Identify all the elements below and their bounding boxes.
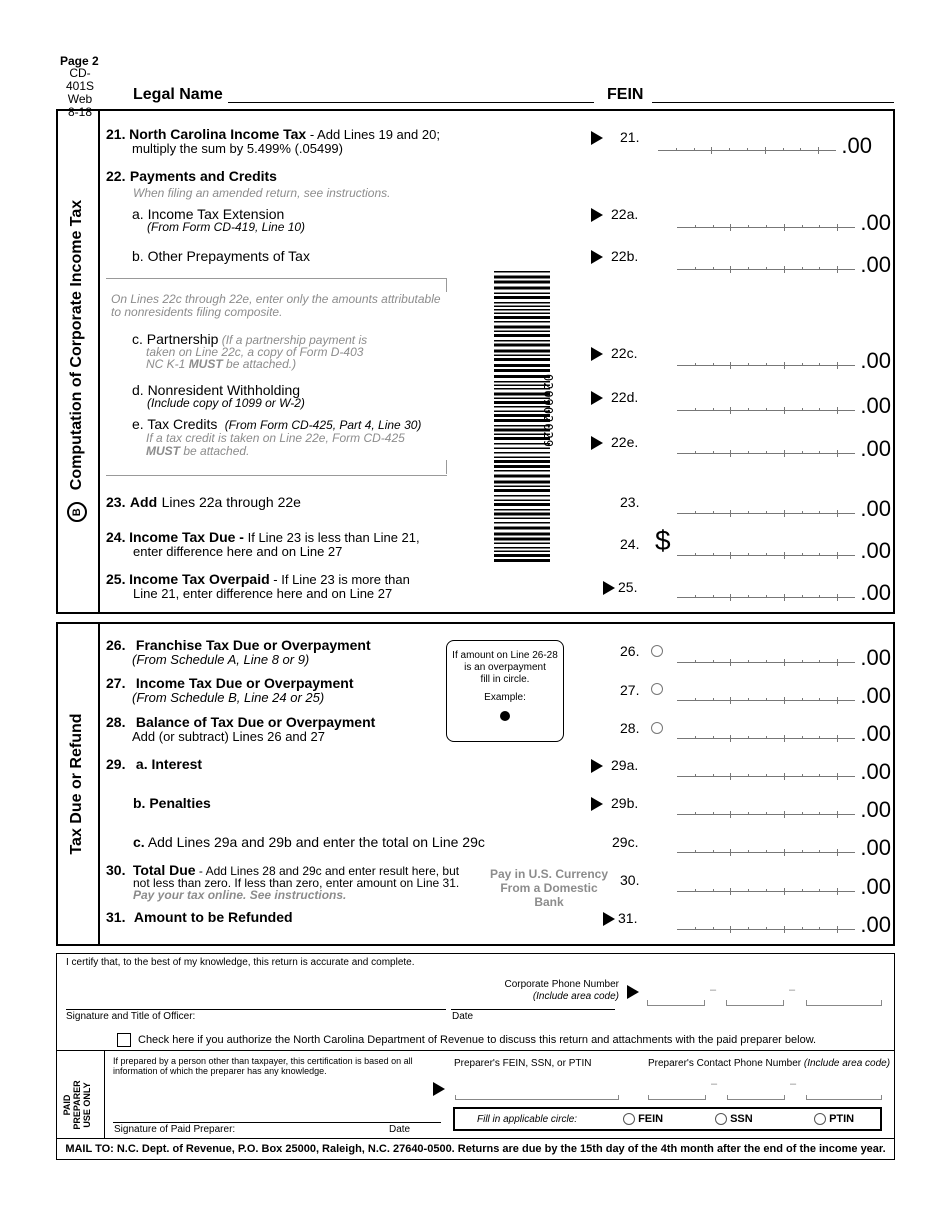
line-29c-ref: 29c. xyxy=(612,834,639,850)
phone-dash-2: – xyxy=(789,984,796,996)
barcode-bar xyxy=(494,527,550,530)
officer-date-input[interactable] xyxy=(451,1009,615,1010)
barcode-bar xyxy=(494,500,550,502)
preparer-date-label: Date xyxy=(389,1124,411,1135)
barcode-bar xyxy=(494,302,550,304)
line-30-amount[interactable] xyxy=(677,872,891,898)
arrow-icon xyxy=(603,912,615,926)
phone-label: Corporate Phone Number (Include area code) xyxy=(504,979,619,1002)
line-25-text: 25. Income Tax Overpaid - If Line 23 is more than Line 21, enter difference here and on Line 27 xyxy=(106,571,410,601)
section-c-divider xyxy=(98,622,100,946)
prep-phone-dash-2: – xyxy=(790,1078,797,1090)
line-27-amount[interactable] xyxy=(677,681,891,707)
cents-label: .00 xyxy=(860,759,891,784)
arrow-icon xyxy=(433,1082,445,1096)
line-25-ref: 25. xyxy=(603,579,637,595)
barcode-bar xyxy=(494,481,550,484)
line-22c-note1: (If a partnership payment is xyxy=(221,333,368,347)
preparer-arrow xyxy=(433,1080,445,1098)
barcode-bar xyxy=(494,518,550,520)
cents-label: .00 xyxy=(860,393,891,418)
line-24-text: 24. Income Tax Due - If Line 23 is less than Line 21, enter difference here and on Line 27 xyxy=(106,529,420,559)
line-26-overpay-circle[interactable] xyxy=(651,645,663,657)
line-22c-note3a: NC K-1 xyxy=(146,357,186,371)
line-21-title: North Carolina Income Tax xyxy=(129,126,307,142)
fill-label: Fill in applicable circle: xyxy=(477,1114,578,1125)
line-22c-block xyxy=(132,333,367,370)
barcode-bar xyxy=(494,559,550,562)
line-29c-amount[interactable] xyxy=(677,833,891,859)
line-22c-note3b: MUST xyxy=(188,357,223,371)
line-22b-ref: 22b. xyxy=(591,248,638,264)
phone-area-input[interactable] xyxy=(647,1000,705,1006)
line-22-header xyxy=(106,168,390,200)
line-22e-note2b: be attached. xyxy=(183,444,250,458)
bracket-tick-bottom xyxy=(446,460,447,474)
fein-label: FEIN xyxy=(607,86,644,103)
line-22-note: When filing an amended return, see instructions. xyxy=(133,186,391,200)
line-22c-label: c. Partnership xyxy=(132,331,219,347)
line-22a-note: (From Form CD-419, Line 10) xyxy=(147,220,306,234)
arrow-icon xyxy=(591,391,603,405)
cents-label: .00 xyxy=(860,645,891,670)
line-22c-note3c: be attached.) xyxy=(226,357,297,371)
preparer-phone-line-input[interactable] xyxy=(806,1095,882,1100)
barcode-bar xyxy=(494,486,550,488)
preparer-phone-area-input[interactable] xyxy=(648,1095,706,1100)
option-ssn[interactable]: SSN xyxy=(715,1113,753,1125)
line-31-amount[interactable] xyxy=(677,910,891,936)
line-27-ref: 27. xyxy=(620,682,640,698)
line-22-num: 22. xyxy=(106,168,126,184)
line-31-ref: 31. xyxy=(603,910,637,926)
line-22e-note1: If a tax credit is taken on Line 22e, Form CD-425 xyxy=(146,431,405,445)
line-23-amount[interactable] xyxy=(677,494,891,520)
line-26-amount[interactable] xyxy=(677,643,891,669)
arrow-icon xyxy=(591,347,603,361)
line-22a-label: a. Income Tax Extension xyxy=(132,206,285,222)
line-21-desc2: multiply the sum by 5.499% (.05499) xyxy=(132,141,343,156)
line-29b-amount[interactable] xyxy=(677,795,891,821)
form-web: Web xyxy=(67,92,93,106)
barcode-bar xyxy=(494,340,550,342)
section-b-divider xyxy=(98,109,100,614)
authorize-text: Check here if you authorize the North Carolina Department of Revenue to discuss this return and attachments with the paid preparer below. xyxy=(138,1034,817,1046)
line-22a-ref: 22a. xyxy=(591,206,638,222)
barcode-bar xyxy=(494,271,550,273)
line-23-text: 23. Add Lines 22a through 22e xyxy=(106,494,301,510)
line-22d-amount[interactable] xyxy=(677,391,891,417)
mail-divider xyxy=(56,1138,895,1139)
line-29b-label: b. Penalties xyxy=(133,795,211,811)
cents-label: .00 xyxy=(860,835,891,860)
line-21-text xyxy=(106,127,440,156)
mail-to: MAIL TO: N.C. Dept. of Revenue, P.O. Box 25000, Raleigh, N.C. 27640-0500. Returns are due by the 15th day of the 4th month after the end of the income year. xyxy=(65,1143,886,1155)
section-b-title-text: Computation of Corporate Income Tax xyxy=(68,199,85,491)
phone-arrow xyxy=(627,983,639,1001)
arrow-icon xyxy=(591,759,603,773)
phone-line-input[interactable] xyxy=(806,1000,882,1006)
composite-note: On Lines 22c through 22e, enter only the amounts attributable to nonresidents filing composite. xyxy=(111,292,441,319)
line-22d-note: (Include copy of 1099 or W-2) xyxy=(147,396,305,410)
line-27-text: 27. Income Tax Due or Overpayment (From Schedule B, Line 24 or 25) xyxy=(106,675,354,705)
dollar-sign: $ xyxy=(655,525,671,556)
cents-label: .00 xyxy=(860,797,891,822)
cents-label: .00 xyxy=(860,874,891,899)
officer-date-label: Date xyxy=(452,1011,474,1022)
barcode-number: 020902029 xyxy=(541,373,555,449)
line-22b-amount[interactable] xyxy=(677,250,891,276)
line-22c-note2: taken on Line 22c, a copy of Form D-403 xyxy=(146,345,364,359)
barcode-bar xyxy=(494,489,550,492)
preparer-side-label: PAID PREPARER USE ONLY xyxy=(62,1080,92,1130)
line-28-overpay-circle[interactable] xyxy=(651,722,663,734)
page-number: Page 2 xyxy=(60,54,99,68)
id-type-box xyxy=(453,1107,882,1131)
barcode-bar xyxy=(494,287,550,290)
barcode-bar xyxy=(494,326,550,329)
line-22e-label: e. Tax Credits xyxy=(132,416,218,432)
line-28-amount[interactable] xyxy=(677,719,891,745)
officer-signature-label: Signature and Title of Officer: xyxy=(66,1011,196,1022)
certify-text: I certify that, to the best of my knowledge, this return is accurate and complete. xyxy=(66,957,415,968)
fein-input[interactable] xyxy=(652,102,894,103)
arrow-icon xyxy=(591,250,603,264)
line-22e-ref: 22e. xyxy=(591,434,638,450)
line-27-overpay-circle[interactable] xyxy=(651,683,663,695)
preparer-signature-label: Signature of Paid Preparer: xyxy=(114,1124,236,1135)
barcode-bar xyxy=(494,309,550,311)
barcode-bar xyxy=(494,344,550,347)
line-24-amount[interactable] xyxy=(677,536,891,562)
line-22c-ref: 22c. xyxy=(591,345,637,361)
prep-phone-dash-1: – xyxy=(711,1078,718,1090)
barcode-bar xyxy=(494,522,550,524)
ssn-radio[interactable] xyxy=(715,1113,727,1125)
preparer-divider xyxy=(56,1050,895,1051)
preparer-contact-label: Preparer's Contact Phone Number (Include area code) xyxy=(648,1058,891,1069)
barcode-bar xyxy=(494,475,550,478)
line-21-num: 21. xyxy=(106,126,126,142)
line-21-amount[interactable] xyxy=(658,131,872,157)
barcode-bar xyxy=(494,533,550,536)
bracket-tick-top xyxy=(446,278,447,292)
cents-label: .00 xyxy=(860,348,891,373)
line-28-ref: 28. xyxy=(620,720,640,736)
preparer-side-divider xyxy=(104,1050,105,1138)
officer-signature-input[interactable] xyxy=(66,1009,446,1010)
cents-label: .00 xyxy=(860,683,891,708)
option-fein[interactable]: FEIN xyxy=(623,1113,663,1125)
line-23-ref: 23. xyxy=(620,494,640,510)
line-22e-block xyxy=(132,418,421,458)
line-30-ref: 30. xyxy=(620,872,640,888)
barcode-bar xyxy=(494,543,550,545)
barcode-bar xyxy=(494,503,550,506)
line-21-desc1: - Add Lines 19 and 20; xyxy=(309,127,440,142)
line-22d-label: d. Nonresident Withholding xyxy=(132,382,301,398)
ptin-radio[interactable] xyxy=(814,1113,826,1125)
barcode-bar xyxy=(494,316,550,319)
barcode-bar xyxy=(494,276,550,279)
line-21-ref: 21. xyxy=(591,129,639,145)
line-22e-note0: (From Form CD-425, Part 4, Line 30) xyxy=(224,418,422,432)
line-29a-ref: 29a. xyxy=(591,757,638,773)
line-22c-amount[interactable] xyxy=(677,346,891,372)
cents-label: .00 xyxy=(860,436,891,461)
arrow-icon xyxy=(591,436,603,450)
barcode-bar xyxy=(494,554,550,557)
line-22d-ref: 22d. xyxy=(591,389,638,405)
arrow-icon xyxy=(591,131,603,145)
barcode-bar xyxy=(494,331,550,333)
overpayment-info-box: If amount on Line 26-28 is an overpayment fill in circle. Example: xyxy=(446,640,564,742)
form-rev: 8-18 xyxy=(67,105,93,119)
line-22a-amount[interactable] xyxy=(677,208,891,234)
cents-label: .00 xyxy=(860,538,891,563)
line-29c-text: c. Add Lines 29a and 29b and enter the total on Line 29c xyxy=(133,834,485,850)
barcode-bar xyxy=(494,293,550,295)
line-31-text: 31. Amount to be Refunded xyxy=(106,909,293,925)
section-b-badge: B xyxy=(67,502,87,522)
line-22e-note2a: MUST xyxy=(146,444,180,458)
barcode-bar xyxy=(494,495,550,497)
barcode-bar xyxy=(494,334,550,337)
option-ptin[interactable]: PTIN xyxy=(814,1113,854,1125)
preparer-signature-input[interactable] xyxy=(113,1122,441,1123)
currency-note: Pay in U.S. Currency From a Domestic Bank xyxy=(489,867,609,909)
line-29a-text: 29. a. Interest xyxy=(106,756,203,772)
form-id: CD-401S xyxy=(65,66,95,93)
line-30-text: 30. Total Due - Add Lines 28 and 29c and enter result here, but not less than zero. If less than zero, enter amount on Line 31. Pay your tax online. See instructions. xyxy=(106,862,460,902)
line-22b-label: b. Other Prepayments of Tax xyxy=(132,248,310,264)
arrow-icon xyxy=(603,581,615,595)
cents-label: .00 xyxy=(860,580,891,605)
barcode-bar xyxy=(494,296,550,299)
preparer-id-input[interactable] xyxy=(455,1095,619,1100)
barcode-bar xyxy=(494,313,550,315)
section-b-title xyxy=(65,191,89,531)
legal-name-input[interactable] xyxy=(228,102,594,103)
barcode-bar xyxy=(494,321,550,323)
cents-label: .00 xyxy=(860,912,891,937)
section-c-title: Tax Due or Refund xyxy=(68,713,85,855)
authorize-checkbox[interactable] xyxy=(117,1033,131,1047)
phone-dash-1: – xyxy=(710,984,717,996)
cents-label: .00 xyxy=(841,133,872,158)
cents-label: .00 xyxy=(860,496,891,521)
cents-label: .00 xyxy=(860,210,891,235)
fein-radio[interactable] xyxy=(623,1113,635,1125)
arrow-icon xyxy=(591,797,603,811)
line-29b-ref: 29b. xyxy=(591,795,638,811)
barcode-bar xyxy=(494,547,550,549)
line-26-text: 26. Franchise Tax Due or Overpayment (From Schedule A, Line 8 or 9) xyxy=(106,637,371,667)
line-22e-amount[interactable] xyxy=(677,434,891,460)
line-25-amount[interactable] xyxy=(677,578,891,604)
barcode-bar xyxy=(494,538,550,541)
preparer-cert: If prepared by a person other than taxpayer, this certification is based on all information of which the preparer has any knowledge. xyxy=(113,1056,413,1076)
filled-circle-example-icon xyxy=(500,711,510,721)
phone-prefix-input[interactable] xyxy=(726,1000,784,1006)
barcode-bar xyxy=(494,509,550,511)
preparer-id-label: Preparer's FEIN, SSN, or PTIN xyxy=(454,1058,592,1069)
line-29a-amount[interactable] xyxy=(677,757,891,783)
line-28-text: 28. Balance of Tax Due or Overpayment Add (or subtract) Lines 26 and 27 xyxy=(106,714,376,744)
barcode-bar xyxy=(494,281,550,284)
barcode-bar xyxy=(494,551,550,553)
arrow-icon xyxy=(591,208,603,222)
cents-label: .00 xyxy=(860,252,891,277)
barcode-bar xyxy=(494,306,550,308)
arrow-icon xyxy=(627,985,639,999)
cents-label: .00 xyxy=(860,721,891,746)
line-26-ref: 26. xyxy=(620,643,640,659)
legal-name-label: Legal Name xyxy=(133,86,223,103)
barcode-bar xyxy=(494,513,550,516)
line-22-title: Payments and Credits xyxy=(129,168,277,184)
preparer-phone-prefix-input[interactable] xyxy=(727,1095,785,1100)
line-24-ref: 24. xyxy=(620,536,640,552)
